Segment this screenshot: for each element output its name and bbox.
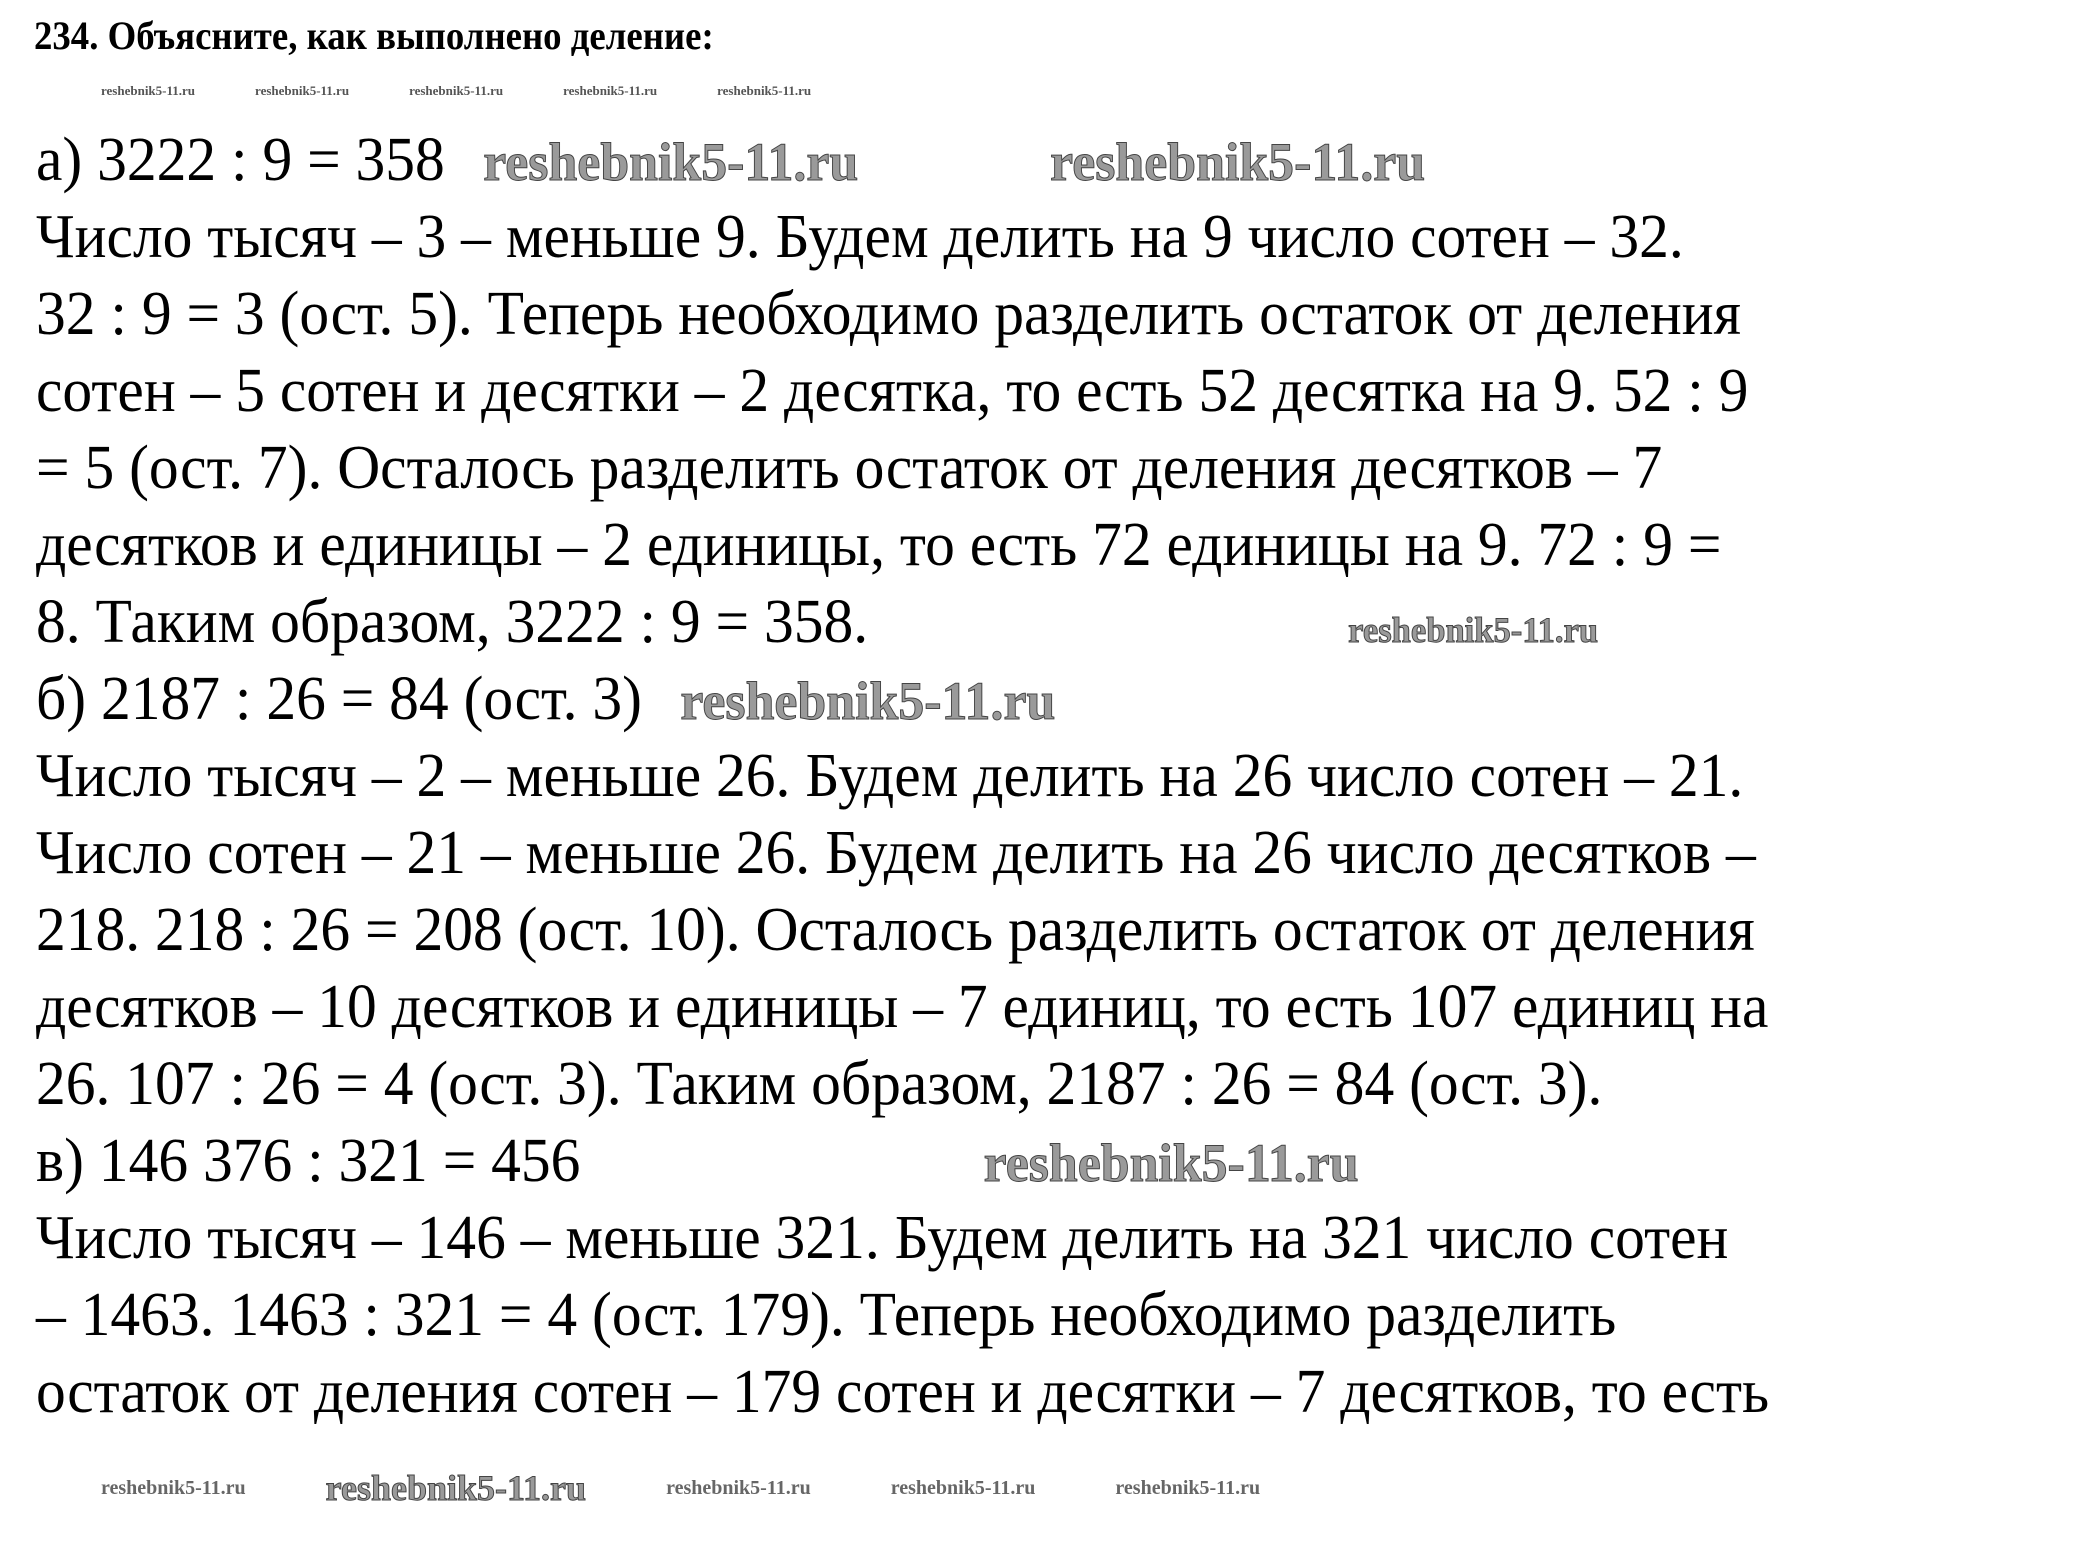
text-line: Число сотен – 21 – меньше 26. Будем делить на 26 число десятков – <box>36 819 1756 887</box>
text-line: Число тысяч – 2 – меньше 26. Будем делить на 26 число сотен – 21. <box>36 742 1744 810</box>
watermark: reshebnik5-11.ru <box>890 1477 1036 1499</box>
text-line <box>36 1123 1769 1200</box>
watermark: reshebnik5-11.ru <box>563 82 658 98</box>
text-line: Число тысяч – 3 – меньше 9. Будем делить на 9 число сотен – 32. <box>36 203 1684 271</box>
watermark: reshebnik5-11.ru <box>1050 132 1426 192</box>
text-line: десятков – 10 десятков и единицы – 7 единиц, то есть 107 единиц на <box>36 973 1769 1041</box>
watermark: reshebnik5-11.ru <box>1348 610 1599 650</box>
text-line-content: 8. Таким образом, 3222 : 9 = 358. <box>36 588 869 656</box>
watermark: reshebnik5-11.ru <box>255 82 350 98</box>
text-line: Число тысяч – 146 – меньше 321. Будем делить на 321 число сотен <box>36 1204 1729 1272</box>
text-line: – 1463. 1463 : 321 = 4 (ост. 179). Теперь необходимо разделить <box>36 1281 1617 1349</box>
text-line: 218. 218 : 26 = 208 (ост. 10). Осталось разделить остаток от деления <box>36 896 1755 964</box>
watermark: reshebnik5-11.ru <box>717 82 812 98</box>
exercise-title: 234. Объясните, как выполнено деление: <box>34 13 714 58</box>
text-line <box>36 661 1769 738</box>
watermark: reshebnik5-11.ru <box>983 1133 1359 1193</box>
text-line-content: б) 2187 : 26 = 84 (ост. 3) <box>36 665 642 733</box>
watermark: reshebnik5-11.ru <box>680 671 1056 731</box>
text-line-content: в) 146 376 : 321 = 456 <box>36 1127 581 1195</box>
text-line: остаток от деления сотен – 179 сотен и десятки – 7 десятков, то есть <box>36 1358 1770 1426</box>
watermark: reshebnik5-11.ru <box>101 82 196 98</box>
text-line <box>36 122 1769 199</box>
watermark: reshebnik5-11.ru <box>483 132 859 192</box>
watermark: reshebnik5-11.ru <box>409 82 504 98</box>
watermark: reshebnik5-11.ru <box>1115 1477 1261 1499</box>
text-line: сотен – 5 сотен и десятки – 2 десятка, то есть 52 десятка на 9. 52 : 9 <box>36 357 1749 425</box>
watermark: reshebnik5-11.ru <box>325 1468 587 1508</box>
text-line: 32 : 9 = 3 (ост. 5). Теперь необходимо разделить остаток от деления <box>36 280 1741 348</box>
text-line-content: а) 3222 : 9 = 358 <box>36 126 445 194</box>
watermark-row-bottom <box>101 1470 1260 1506</box>
text-line: 26. 107 : 26 = 4 (ост. 3). Таким образом, 2187 : 26 = 84 (ост. 3). <box>36 1050 1603 1118</box>
text-line: = 5 (ост. 7). Осталось разделить остаток от деления десятков – 7 <box>36 434 1663 502</box>
watermark-row-top <box>101 80 811 100</box>
watermark: reshebnik5-11.ru <box>101 1477 246 1499</box>
watermark: reshebnik5-11.ru <box>666 1477 811 1499</box>
text-line: десятков и единицы – 2 единицы, то есть 72 единицы на 9. 72 : 9 = <box>36 511 1722 579</box>
text-line <box>36 584 1769 661</box>
solution-text <box>36 122 1841 1431</box>
